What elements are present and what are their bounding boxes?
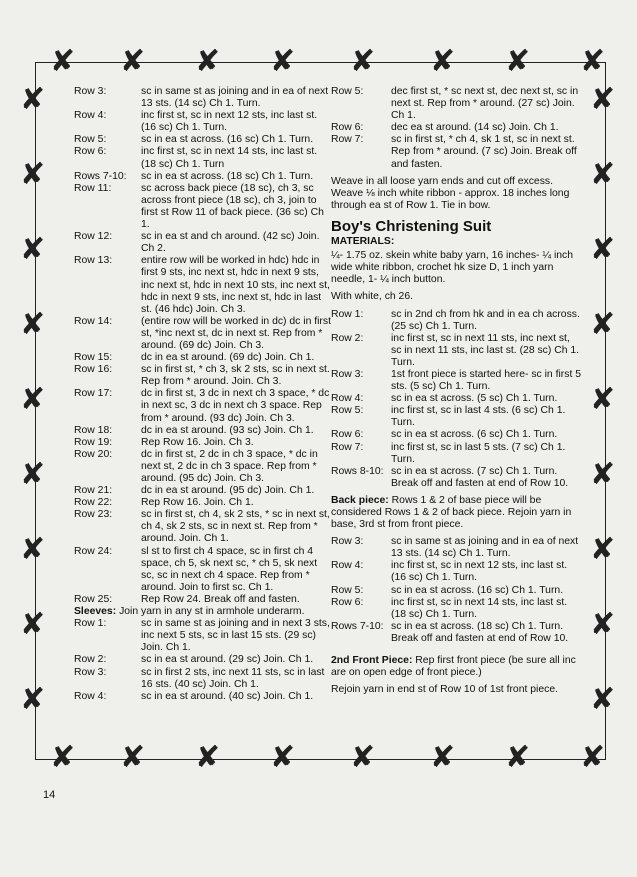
cross-stitch-x-icon: ✘ xyxy=(50,44,76,79)
instruction-row xyxy=(74,364,332,388)
row-text: sc in 2nd ch from hk and in ea ch across. (25 sc) Ch 1. Turn. xyxy=(391,308,580,332)
sleeves-text: Join yarn in any st in armhole underarm. xyxy=(119,606,305,618)
instruction-row xyxy=(74,352,332,364)
row-text: Rep Row 24. Break off and fasten. xyxy=(141,593,300,605)
row-label: Row 20: xyxy=(74,448,113,460)
row-text: inc first st, sc in next 14 sts, inc last st. (18 sc) Ch 1. Turn. xyxy=(391,596,568,620)
row-label: Row 6: xyxy=(331,596,364,608)
instruction-row xyxy=(331,585,581,597)
row-label: Row 4: xyxy=(74,690,107,702)
instruction-row xyxy=(74,485,332,497)
instruction-row xyxy=(331,597,581,621)
back-piece-heading: Back piece: xyxy=(331,494,389,506)
row-label: Rows 8-10: xyxy=(331,465,384,477)
row-label: Row 3: xyxy=(331,368,364,380)
cross-stitch-x-icon: ✘ xyxy=(50,740,76,775)
instruction-row xyxy=(74,110,332,134)
instruction-row xyxy=(74,86,332,110)
cross-stitch-x-icon: ✘ xyxy=(120,44,146,79)
materials-text: ¼- 1.75 oz. skein white baby yarn, 16 inches- ¼ inch wide white ribbon, crochet hk size D, 1 inch yarn needle, 1- ¼ inch button. xyxy=(331,250,574,286)
row-text: inc first st, sc in last 5 sts. (7 sc) Ch 1. Turn. xyxy=(391,441,566,465)
right-column xyxy=(331,86,581,696)
row-text: dc in ea st around. (69 dc) Join. Ch 1. xyxy=(141,352,315,364)
row-label: Row 23: xyxy=(74,509,113,521)
cross-stitch-x-icon: ✘ xyxy=(580,44,606,79)
row-text: sc in ea st across. (7 sc) Ch 1. Turn. Break off and fasten at end of Row 10. xyxy=(391,465,569,489)
instruction-row xyxy=(74,316,332,352)
row-label: Row 19: xyxy=(74,436,113,448)
row-text: inc first st, sc in last 4 sts. (6 sc) Ch 1. Turn. xyxy=(391,405,566,429)
instruction-row xyxy=(331,621,581,645)
row-text: dc in first st, 3 dc in next ch 3 space, * dc in next sc, 3 dc in next ch 3 space. Rep from * around. (93 dc) Join. Ch 3. xyxy=(141,388,330,424)
row-text: dec first st, * sc next st, dec next st, sc in next st. Rep from * around. (27 sc) Join. Ch 1. xyxy=(391,86,579,122)
cross-stitch-x-icon: ✘ xyxy=(590,157,616,192)
row-label: Row 2: xyxy=(74,654,107,666)
instruction-row xyxy=(74,449,332,485)
left-column xyxy=(74,86,332,703)
cross-stitch-x-icon: ✘ xyxy=(590,457,616,492)
row-label: Row 3: xyxy=(74,666,107,678)
instruction-row xyxy=(74,231,332,255)
row-label: Row 25: xyxy=(74,593,113,605)
instruction-row xyxy=(331,393,581,405)
row-label: Row 5: xyxy=(331,584,364,596)
row-label: Row 6: xyxy=(74,146,107,158)
with-white-note: With white, ch 26. xyxy=(331,291,414,303)
cross-stitch-x-icon: ✘ xyxy=(270,740,296,775)
row-label: Rows 7-10: xyxy=(74,170,127,182)
cross-stitch-x-icon: ✘ xyxy=(505,44,531,79)
row-text: Rep Row 16. Join. Ch 1. xyxy=(141,497,254,509)
row-text: sc in first st, * ch 4, sk 1 st, sc in next st. Rep from * around. (7 sc) Join. Break off and fasten. xyxy=(391,134,577,170)
instruction-row xyxy=(331,405,581,429)
row-text: (entire row will be worked in dc) dc in first st, *inc next st, dc in next st. Rep from * around. (69 dc) Join. Ch 3. xyxy=(141,315,331,351)
row-label: Row 3: xyxy=(74,86,107,97)
row-text: sc in ea st across. (18 sc) Ch 1. Turn. xyxy=(141,170,314,182)
instruction-row xyxy=(74,437,332,449)
sleeves-line xyxy=(74,606,332,618)
cross-stitch-x-icon: ✘ xyxy=(430,44,456,79)
back-piece-text: Rows 1 & 2 of base piece will be considered Rows 1 & 2 of back piece. Rejoin yarn in base, 3rd st from front piece. xyxy=(331,494,572,531)
row-text: dc in ea st around. (95 dc) Join. Ch 1. xyxy=(141,485,315,497)
cross-stitch-x-icon: ✘ xyxy=(505,740,531,775)
row-label: Row 16: xyxy=(74,364,113,376)
row-label: Row 5: xyxy=(74,134,107,146)
instruction-row xyxy=(331,429,581,441)
row-text: sc in ea st across. (18 sc) Ch 1. Turn. Break off and fasten at end of Row 10. xyxy=(391,620,569,644)
row-label: Row 5: xyxy=(331,405,364,417)
row-text: sc in ea st across. (16 sc) Ch 1. Turn. xyxy=(141,134,314,146)
row-label: Row 5: xyxy=(331,86,364,97)
row-text: 1st front piece is started here- sc in first 5 sts. (5 sc) Ch 1. Turn. xyxy=(391,368,581,393)
row-label: Row 18: xyxy=(74,424,113,436)
section-title: Boy's Christening Suit xyxy=(331,217,492,235)
row-text: dc in first st, 2 dc in ch 3 space, * dc in next st, 2 dc in ch 3 space. Rep from * around. (95 dc) Join. Ch 3. xyxy=(141,448,318,484)
row-text: Rep Row 16. Join. Ch 3. xyxy=(141,436,254,448)
row-label: Row 4: xyxy=(74,110,107,122)
cross-stitch-x-icon: ✘ xyxy=(20,532,46,567)
cross-stitch-x-icon: ✘ xyxy=(20,382,46,417)
instruction-row xyxy=(331,134,581,170)
cross-stitch-x-icon: ✘ xyxy=(20,82,46,117)
cross-stitch-x-icon: ✘ xyxy=(590,307,616,342)
instruction-row xyxy=(74,509,332,545)
instruction-row xyxy=(74,146,332,170)
cross-stitch-x-icon: ✘ xyxy=(590,607,616,642)
row-label: Row 6: xyxy=(331,122,364,134)
instruction-row xyxy=(331,86,581,122)
row-text: inc first st, sc in next 12 sts, inc last st. (16 sc) Ch 1. Turn. xyxy=(391,560,568,584)
cross-stitch-x-icon: ✘ xyxy=(120,740,146,775)
instruction-row xyxy=(74,546,332,594)
cross-stitch-x-icon: ✘ xyxy=(590,682,616,717)
cross-stitch-x-icon: ✘ xyxy=(20,682,46,717)
row-label: Row 21: xyxy=(74,485,113,497)
instruction-row xyxy=(74,255,332,315)
cross-stitch-x-icon: ✘ xyxy=(270,44,296,79)
suit-rows-list xyxy=(331,309,581,490)
cross-stitch-x-icon: ✘ xyxy=(590,532,616,567)
row-text: sc in same st as joining and in next 3 sts, inc next 5 sts, sc in last 15 sts. (29 sc) Join. Ch 1. xyxy=(141,618,330,654)
instruction-row xyxy=(331,442,581,466)
instruction-row xyxy=(331,560,581,584)
instruction-row xyxy=(74,183,332,231)
cross-stitch-x-icon: ✘ xyxy=(20,307,46,342)
instruction-row xyxy=(331,466,581,490)
row-label: Row 7: xyxy=(331,134,364,146)
row-label: Row 4: xyxy=(331,393,364,405)
second-front-heading: 2nd Front Piece: xyxy=(331,655,413,667)
row-text: sc in ea st across. (5 sc) Ch 1. Turn. xyxy=(391,393,558,405)
cross-stitch-x-icon: ✘ xyxy=(20,607,46,642)
row-text: inc first st, sc in next 14 sts, inc last st. (18 sc) Ch 1. Turn xyxy=(141,146,318,170)
instruction-row xyxy=(74,618,332,654)
row-label: Row 3: xyxy=(331,536,364,548)
weave-note: Weave in all loose yarn ends and cut off excess. Weave ⅛ inch white ribbon - approx. 18 inches long through ea st of Row 1. Tie in bow. xyxy=(331,175,570,211)
instruction-row xyxy=(74,425,332,437)
second-front-text: Rep first front piece (be sure all inc are on open edge of front piece.) xyxy=(331,655,576,679)
instruction-row xyxy=(74,691,332,703)
cross-stitch-x-icon: ✘ xyxy=(20,232,46,267)
row-label: Rows 7-10: xyxy=(331,620,384,632)
cross-stitch-x-icon: ✘ xyxy=(590,382,616,417)
instruction-row xyxy=(331,122,581,134)
row-label: Row 17: xyxy=(74,388,113,400)
row-text: sc in ea st around. (29 sc) Join. Ch 1. xyxy=(141,654,314,666)
right-top-rows-list xyxy=(331,86,581,171)
instruction-row xyxy=(331,333,581,369)
page-number: 14 xyxy=(43,789,56,801)
instruction-row xyxy=(74,497,332,509)
row-text: sc in first st, ch 4, sk 2 sts, * sc in next st, ch 4, sk 2 sts, sc in next st. Rep from * around. Join. Ch 1. xyxy=(141,509,330,545)
back-piece-paragraph xyxy=(331,495,581,531)
cross-stitch-x-icon: ✘ xyxy=(20,457,46,492)
cross-stitch-x-icon: ✘ xyxy=(20,157,46,192)
row-text: inc first st, sc in next 12 sts, inc last st. (16 sc) Ch 1. Turn. xyxy=(141,110,318,134)
row-text: sc in first st, * ch 3, sk 2 sts, sc in next st. Rep from * around. Join. Ch 3. xyxy=(141,364,330,388)
back-rows-list xyxy=(331,536,581,645)
row-label: Row 11: xyxy=(74,182,112,194)
row-text: sl st to first ch 4 space, sc in first ch 4 space, ch 5, sk next sc, * ch 5, sk next sc, sc in next ch 4 space. Rep from * around. Join to first sc. Ch 1. xyxy=(141,545,318,593)
row-text: sc in ea st and ch around. (42 sc) Join. Ch 2. xyxy=(141,231,320,255)
cross-stitch-x-icon: ✘ xyxy=(590,232,616,267)
row-label: Row 6: xyxy=(331,429,364,441)
row-label: Row 13: xyxy=(74,255,113,267)
cross-stitch-x-icon: ✘ xyxy=(590,82,616,117)
cross-stitch-x-icon: ✘ xyxy=(430,740,456,775)
row-label: Row 7: xyxy=(331,441,364,453)
instruction-row xyxy=(74,388,332,424)
row-label: Row 22: xyxy=(74,497,113,509)
row-label: Row 15: xyxy=(74,352,113,364)
sleeves-heading: Sleeves: xyxy=(74,606,117,618)
instruction-row xyxy=(74,171,332,183)
cross-stitch-x-icon: ✘ xyxy=(195,740,221,775)
row-label: Row 12: xyxy=(74,231,113,243)
instruction-row xyxy=(74,594,332,606)
row-label: Row 1: xyxy=(331,308,364,320)
instruction-row xyxy=(74,667,332,691)
rejoin-note: Rejoin yarn in end st of Row 10 of 1st front piece. xyxy=(331,684,558,696)
row-text: sc in same st as joining and in ea of next 13 sts. (14 sc) Ch 1. Turn. xyxy=(141,86,329,110)
row-text: sc in first 2 sts, inc next 11 sts, sc in last 16 sts. (40 sc) Join. Ch 1. xyxy=(141,666,325,690)
materials-heading: MATERIALS: xyxy=(331,236,395,248)
instruction-row xyxy=(331,309,581,333)
row-label: Row 1: xyxy=(74,618,107,630)
row-label: Row 4: xyxy=(331,560,364,572)
cross-stitch-x-icon: ✘ xyxy=(580,740,606,775)
instruction-row xyxy=(331,369,581,393)
sleeve-rows-list xyxy=(74,618,332,703)
row-text: dec ea st around. (14 sc) Join. Ch 1. xyxy=(391,122,559,134)
row-text: entire row will be worked in hdc) hdc in first 9 sts, inc next st, hdc in next 9 sts, inc next st, hdc in next 10 sts, inc next st, hdc in next 9 sts, inc next st, hdc in last st. (46 hdc) Join. Ch 3. xyxy=(141,255,330,315)
row-text: sc in ea st across. (16 sc) Ch 1. Turn. xyxy=(391,584,564,596)
row-label: Row 14: xyxy=(74,315,113,327)
row-text: sc across back piece (18 sc), ch 3, sc across front piece (18 sc), ch 3, join to first st Row 11 of back piece. (36 sc) Ch 1. xyxy=(141,182,324,231)
row-label: Row 24: xyxy=(74,545,113,557)
second-front-paragraph xyxy=(331,655,581,679)
row-label: Row 2: xyxy=(331,332,364,344)
cross-stitch-x-icon: ✘ xyxy=(195,44,221,79)
instruction-row xyxy=(331,536,581,560)
left-rows-list xyxy=(74,86,332,606)
row-text: sc in ea st across. (6 sc) Ch 1. Turn. xyxy=(391,429,558,441)
instruction-row xyxy=(74,654,332,666)
cross-stitch-x-icon: ✘ xyxy=(350,44,376,79)
row-text: inc first st, sc in next 11 sts, inc next st, sc in next 11 sts, inc last st. (28 sc) Ch 1. Turn. xyxy=(391,332,580,368)
instruction-row xyxy=(74,134,332,146)
cross-stitch-x-icon: ✘ xyxy=(350,740,376,775)
row-text: sc in ea st around. (40 sc) Join. Ch 1. xyxy=(141,690,314,702)
row-text: sc in same st as joining and in ea of next 13 sts. (14 sc) Ch 1. Turn. xyxy=(391,536,579,560)
row-text: dc in ea st around. (93 sc) Join. Ch 1. xyxy=(141,424,314,436)
